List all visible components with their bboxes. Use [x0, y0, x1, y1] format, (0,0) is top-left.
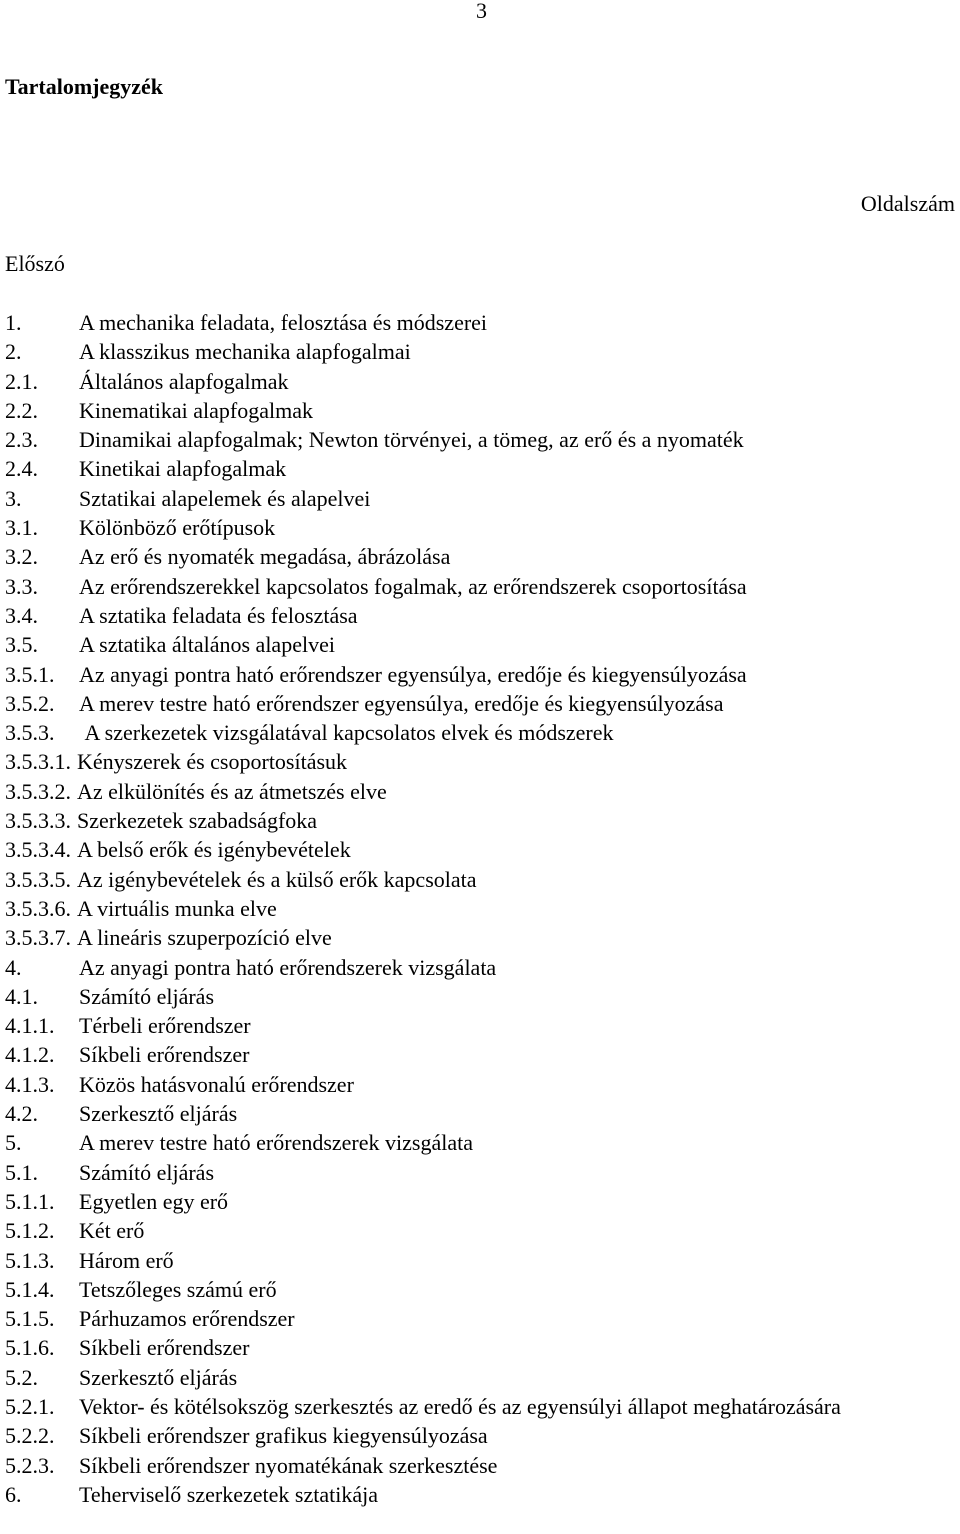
toc-entry-title: Szerkesztő eljárás [79, 1101, 238, 1127]
toc-entry-title: A klasszikus mechanika alapfogalmai [79, 339, 411, 365]
toc-entry-number: 1. [5, 310, 22, 335]
toc-entry[interactable] [5, 542, 935, 571]
toc-entry[interactable] [5, 1040, 935, 1069]
toc-entry-number: 3.5.2. [5, 690, 55, 716]
toc-entry-number: 3.4. [5, 602, 38, 628]
toc-entry-title: Számító eljárás [79, 1159, 215, 1185]
toc-entry[interactable] [5, 1216, 935, 1245]
toc-entry-title: Teherviselő szerkezetek sztatikája [79, 1481, 378, 1507]
toc-entry[interactable] [5, 1421, 935, 1450]
toc-entry-title: Az igénybevételek és a külső erők kapcsolata [77, 866, 477, 892]
toc-entry-number: 2.3. [5, 427, 38, 453]
toc-entry-number: 6. [5, 1481, 22, 1507]
toc-entry-number: 3.5.3.5. [5, 866, 71, 892]
toc-list [5, 308, 935, 1509]
toc-entry[interactable] [5, 630, 935, 659]
toc-entry-title: Kinematikai alapfogalmak [79, 397, 313, 423]
toc-entry-number: 5. [5, 1130, 22, 1156]
toc-entry-title: Az anyagi pontra ható erőrendszer egyensúlya, eredője és kiegyensúlyozása [79, 661, 747, 687]
toc-entry-title: A szerkezetek vizsgálatával kapcsolatos elvek és módszerek [79, 720, 614, 746]
toc-entry[interactable] [5, 1451, 935, 1480]
toc-entry-number: 5.1. [5, 1159, 38, 1185]
toc-entry-title: Sztatikai alapelemek és alapelvei [79, 485, 371, 511]
toc-entry[interactable] [5, 689, 935, 718]
toc-entry-title: Az erő és nyomaték megadása, ábrázolása [79, 544, 451, 570]
toc-entry[interactable] [5, 953, 935, 982]
toc-entry[interactable] [5, 982, 935, 1011]
toc-entry[interactable] [5, 484, 935, 513]
toc-entry-title: A merev testre ható erőrendszer egyensúlya, eredője és kiegyensúlyozása [79, 690, 724, 716]
toc-entry[interactable] [5, 1333, 935, 1362]
toc-entry-number: 4.2. [5, 1101, 38, 1127]
toc-entry-number: 3.5.3.7. [5, 925, 71, 951]
toc-entry-title: Két erő [79, 1218, 145, 1244]
toc-entry[interactable] [5, 1158, 935, 1187]
toc-entry-number: 4.1.2. [5, 1042, 55, 1068]
toc-entry[interactable] [5, 777, 935, 806]
toc-entry[interactable] [5, 894, 935, 923]
toc-entry-title: A virtuális munka elve [77, 895, 277, 921]
toc-entry[interactable] [5, 396, 935, 425]
toc-entry-title: A mechanika feladata, felosztása és módszerei [79, 310, 488, 335]
toc-entry-number: 4.1.1. [5, 1013, 55, 1039]
toc-entry-number: 4.1. [5, 983, 38, 1009]
toc-entry[interactable] [5, 1392, 935, 1421]
page-number: 3 [476, 0, 487, 23]
toc-entry[interactable] [5, 806, 935, 835]
toc-entry[interactable] [5, 337, 935, 366]
toc-entry-title: Számító eljárás [79, 983, 215, 1009]
toc-entry-title: Síkbeli erőrendszer grafikus kiegyensúlyozása [79, 1423, 488, 1449]
toc-entry-number: 3.3. [5, 573, 38, 599]
toc-entry-number: 5.1.4. [5, 1276, 55, 1302]
toc-entry-number: 3.5.3.1. [5, 749, 71, 775]
toc-entry-number: 3.1. [5, 515, 38, 541]
toc-entry[interactable] [5, 1099, 935, 1128]
toc-entry[interactable] [5, 454, 935, 483]
toc-entry-title: Dinamikai alapfogalmak; Newton törvényei, a tömeg, az erő és a nyomaték [79, 427, 744, 453]
toc-entry-number: 3.5.3.6. [5, 895, 71, 921]
toc-entry-number: 5.2. [5, 1364, 38, 1390]
page-column-label: Oldalszám [860, 191, 955, 216]
toc-entry-title: Egyetlen egy erő [79, 1188, 229, 1214]
toc-entry-title: A belső erők és igénybevételek [77, 837, 351, 863]
toc-entry[interactable] [5, 923, 935, 952]
toc-entry[interactable] [5, 835, 935, 864]
toc-entry[interactable] [5, 660, 935, 689]
toc-entry[interactable] [5, 865, 935, 894]
toc-entry[interactable] [5, 1363, 935, 1392]
toc-entry-number: 5.1.6. [5, 1335, 55, 1361]
toc-entry-number: 5.2.1. [5, 1393, 55, 1419]
toc-entry-title: Általános alapfogalmak [79, 368, 289, 394]
toc-entry-title: Kényszerek és csoportosításuk [77, 749, 348, 775]
toc-entry-title: Síkbeli erőrendszer [79, 1042, 250, 1068]
toc-entry-number: 3. [5, 485, 22, 511]
toc-entry[interactable] [5, 1304, 935, 1333]
toc-entry-number: 3.2. [5, 544, 38, 570]
toc-entry[interactable] [5, 1480, 935, 1509]
toc-entry-number: 3.5.3.3. [5, 808, 71, 834]
toc-entry[interactable] [5, 367, 935, 396]
toc-entry-number: 5.2.2. [5, 1423, 55, 1449]
toc-entry[interactable] [5, 308, 935, 337]
toc-entry-number: 5.1.5. [5, 1306, 55, 1332]
toc-entry-title: Az anyagi pontra ható erőrendszerek vizsgálata [79, 954, 497, 980]
toc-entry[interactable] [5, 601, 935, 630]
toc-entry-title: Vektor- és kötélsokszög szerkesztés az eredő és az egyensúlyi állapot meghatározására [79, 1393, 841, 1419]
toc-entry-title: Kinetikai alapfogalmak [79, 456, 287, 482]
toc-foreword[interactable]: Előszó [5, 251, 65, 276]
toc-entry-number: 2.2. [5, 397, 38, 423]
toc-entry[interactable] [5, 1275, 935, 1304]
toc-entry[interactable] [5, 718, 935, 747]
toc-entry-number: 3.5. [5, 632, 38, 658]
toc-entry-number: 5.1.2. [5, 1218, 55, 1244]
page-title: Tartalomjegyzék [5, 74, 164, 99]
toc-entry-title: Kölönböző erőtípusok [79, 515, 276, 541]
toc-entry-title: A lineáris szuperpozíció elve [77, 925, 332, 951]
toc-entry-number: 3.5.1. [5, 661, 55, 687]
toc-entry-title: A sztatika általános alapelvei [79, 632, 335, 658]
toc-entry-title: Síkbeli erőrendszer nyomatékának szerkesztése [79, 1452, 498, 1478]
toc-entry-number: 4. [5, 954, 22, 980]
toc-entry-title: A merev testre ható erőrendszerek vizsgálata [79, 1130, 473, 1156]
toc-entry-title: Közös hatásvonalú erőrendszer [79, 1071, 354, 1097]
toc-entry[interactable] [5, 425, 935, 454]
toc-entry[interactable] [5, 1187, 935, 1216]
toc-entry[interactable] [5, 572, 935, 601]
toc-entry-number: 3.5.3. [5, 720, 55, 746]
toc-entry-number: 4.1.3. [5, 1071, 55, 1097]
toc-entry-title: Szerkezetek szabadságfoka [77, 808, 318, 834]
toc-entry-title: Az elkülönítés és az átmetszés elve [77, 778, 387, 804]
toc-entry-number: 5.1.3. [5, 1247, 55, 1273]
toc-entry-number: 3.5.3.2. [5, 778, 71, 804]
toc-entry-number: 2.1. [5, 368, 38, 394]
toc-entry-title: A sztatika feladata és felosztása [79, 602, 358, 628]
toc-entry-number: 2. [5, 339, 22, 365]
toc-entry-number: 5.1.1. [5, 1188, 55, 1214]
toc-entry[interactable] [5, 1070, 935, 1099]
toc-entry-title: Párhuzamos erőrendszer [79, 1306, 295, 1332]
toc-entry-title: Az erőrendszerekkel kapcsolatos fogalmak, az erőrendszerek csoportosítása [79, 573, 747, 599]
toc-entry-title: Térbeli erőrendszer [79, 1013, 251, 1039]
toc-entry[interactable] [5, 1011, 935, 1040]
toc-entry[interactable] [5, 1128, 935, 1157]
toc-entry-title: Síkbeli erőrendszer [79, 1335, 250, 1361]
toc-entry-title: Három erő [79, 1247, 174, 1273]
toc-entry[interactable] [5, 747, 935, 776]
toc-entry-title: Szerkesztő eljárás [79, 1364, 238, 1390]
toc-entry-number: 3.5.3.4. [5, 837, 71, 863]
toc-entry-number: 5.2.3. [5, 1452, 55, 1478]
toc-entry-title: Tetszőleges számú erő [79, 1276, 277, 1302]
toc-entry[interactable] [5, 1246, 935, 1275]
toc-entry[interactable] [5, 513, 935, 542]
toc-entry-number: 2.4. [5, 456, 38, 482]
